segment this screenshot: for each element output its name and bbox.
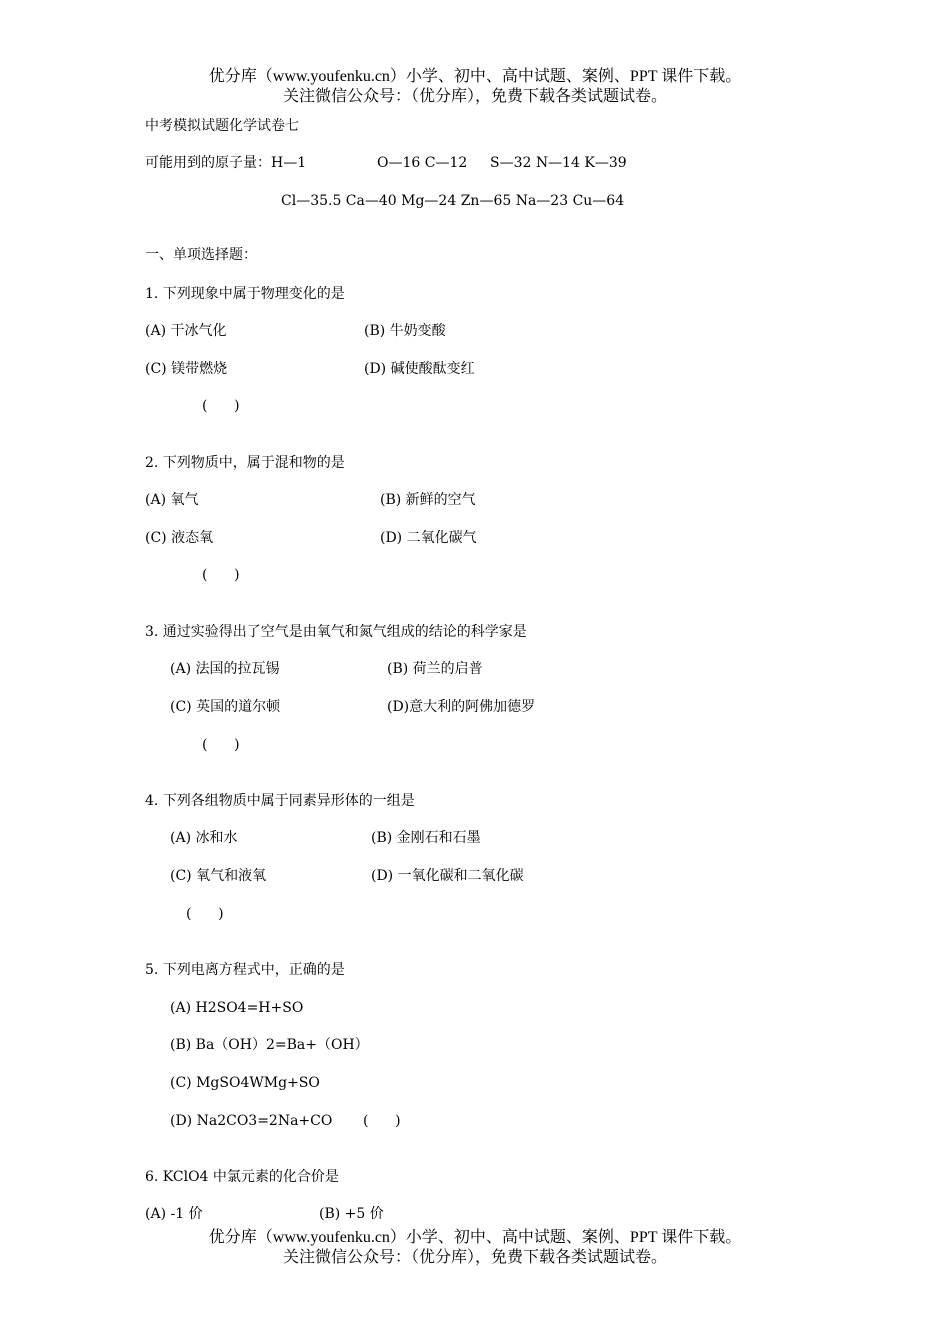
question-1-option-b: (B) 牛奶变酸 (364, 323, 446, 339)
question-4-option-c: (C) 氧气和液氧 (170, 868, 267, 884)
question-4-option-b: (B) 金刚石和石墨 (371, 830, 481, 846)
footer-line-2: 关注微信公众号：（优分库），免费下载各类试题试卷。 (282, 1249, 667, 1266)
question-2-option-c: (C) 液态氧 (145, 530, 214, 546)
question-2-answer-blank: ( ) (202, 567, 240, 583)
question-1-option-d: (D) 碱使酸酞变红 (364, 361, 475, 377)
atomic-mass-row2: Cl—35.5 Ca—40 Mg—24 Zn—65 Na—23 Cu—64 (281, 193, 625, 209)
question-3-answer-blank: ( ) (202, 737, 240, 753)
question-3-option-d: (D)意大利的阿佛加德罗 (387, 699, 536, 715)
question-2-option-b: (B) 新鲜的空气 (380, 492, 476, 508)
header-line-2: 关注微信公众号：（优分库），免费下载各类试题试卷。 (282, 88, 667, 105)
footer-line-1: 优分库（www.youfenku.cn）小学、初中、高中试题、案例、PPT 课件下载。 (208, 1229, 742, 1246)
question-3-stem: 3. 通过实验得出了空气是由氧气和氮气组成的结论的科学家是 (145, 624, 527, 640)
question-3-option-b: (B) 荷兰的启普 (387, 661, 483, 677)
question-3-option-a: (A) 法国的拉瓦锡 (170, 661, 280, 677)
question-1-answer-blank: ( ) (202, 398, 240, 414)
question-4-option-d: (D) 一氧化碳和二氧化碳 (371, 868, 524, 884)
question-2-option-d: (D) 二氧化碳气 (380, 530, 477, 546)
question-5-stem: 5. 下列电离方程式中，正确的是 (145, 962, 345, 978)
question-5-answer-blank: ( ) (363, 1113, 401, 1129)
atomic-mass-row1-b: O—16 C—12 (377, 155, 468, 171)
question-2-option-a: (A) 氧气 (145, 492, 199, 508)
question-1-option-a: (A) 干冰气化 (145, 323, 227, 339)
question-4-stem: 4. 下列各组物质中属于同素异形体的一组是 (145, 793, 415, 809)
atomic-mass-row1-c: S—32 N—14 K—39 (490, 155, 627, 171)
atomic-mass-label: 可能用到的原子量：H—1 (145, 155, 307, 171)
question-5-option-d: (D) Na2CO3=2Na+CO (170, 1113, 333, 1129)
question-2-stem: 2. 下列物质中，属于混和物的是 (145, 455, 345, 471)
section-heading: 一、单项选择题： (145, 247, 257, 263)
question-3-option-c: (C) 英国的道尔顿 (170, 699, 281, 715)
question-5-option-a: (A) H2SO4=H+SO (170, 1000, 304, 1016)
question-4-option-a: (A) 冰和水 (170, 830, 238, 846)
question-1-option-c: (C) 镁带燃烧 (145, 361, 228, 377)
question-1-stem: 1. 下列现象中属于物理变化的是 (145, 286, 345, 302)
question-5-option-c: (C) MgSO4WMg+SO (170, 1075, 320, 1091)
question-6-option-b: (B) +5 价 (319, 1206, 384, 1222)
question-5-option-b: (B) Ba（OH）2=Ba+（OH） (170, 1037, 369, 1053)
header-line-1: 优分库（www.youfenku.cn）小学、初中、高中试题、案例、PPT 课件下载。 (208, 68, 742, 85)
question-4-answer-blank: ( ) (186, 906, 224, 922)
question-6-option-a: (A) -1 价 (145, 1206, 203, 1222)
question-6-stem: 6. KClO4 中氯元素的化合价是 (145, 1169, 339, 1185)
paper-title: 中考模拟试题化学试卷七 (145, 118, 299, 134)
